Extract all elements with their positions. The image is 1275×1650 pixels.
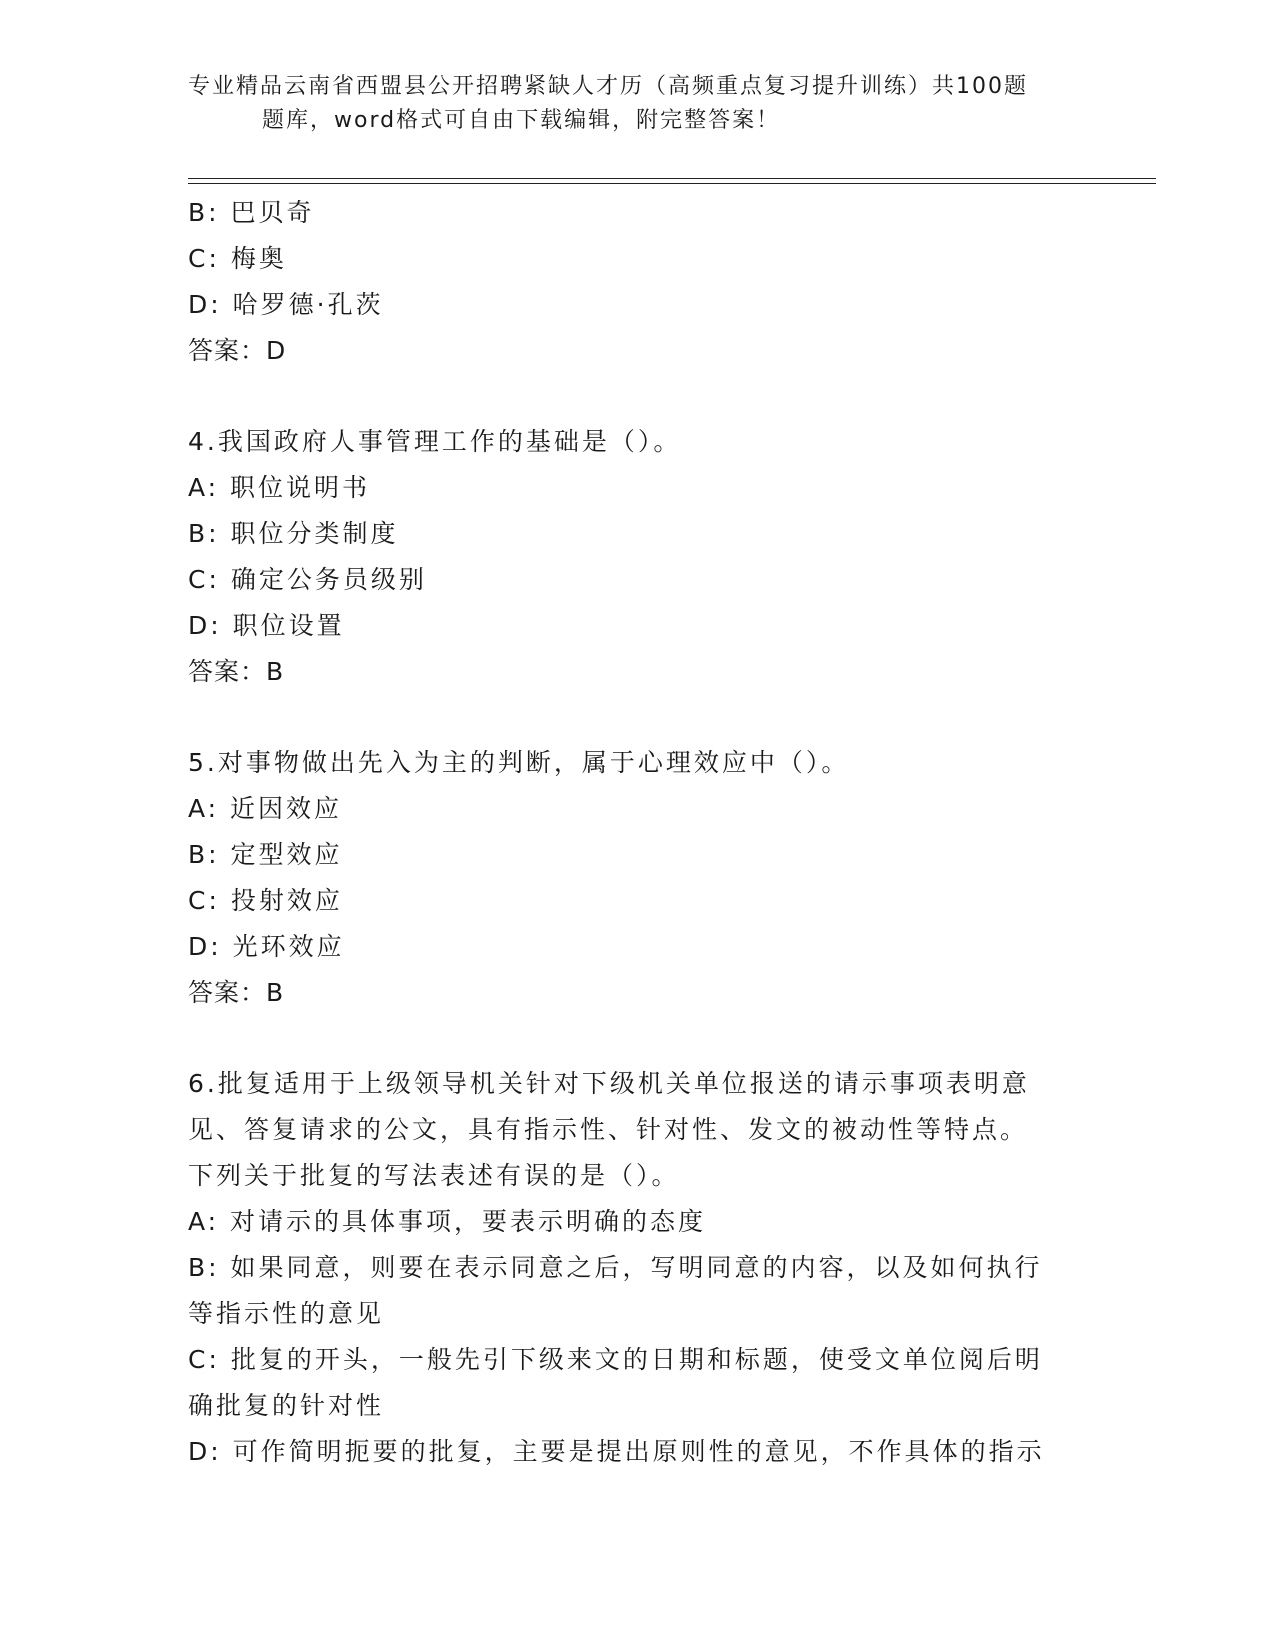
option-a: A: 近因效应 — [188, 794, 343, 823]
question-text: 4.我国政府人事管理工作的基础是（）。 — [188, 427, 682, 456]
question-4 — [188, 419, 1088, 695]
option-d: D: 可作简明扼要的批复，主要是提出原则性的意见，不作具体的指示 — [188, 1437, 1045, 1466]
question-text-line: 下列关于批复的写法表述有误的是（）。 — [188, 1161, 680, 1190]
option-d: D: 光环效应 — [188, 932, 345, 961]
spacer — [188, 695, 1088, 740]
option-b: B: 巴贝奇 — [188, 198, 315, 227]
option-d: D: 哈罗德·孔茨 — [188, 290, 384, 319]
option-c: C: 确定公务员级别 — [188, 565, 427, 594]
answer-line: 答案：D — [188, 336, 287, 365]
option-c: C: 梅奥 — [188, 244, 287, 273]
answer-line: 答案：B — [188, 657, 285, 686]
question-6 — [188, 1061, 1088, 1475]
answer-line: 答案：B — [188, 978, 285, 1007]
option-c: C: 投射效应 — [188, 886, 343, 915]
option-d: D: 职位设置 — [188, 611, 345, 640]
option-b: B: 如果同意，则要在表示同意之后，写明同意的内容，以及如何执行 — [188, 1253, 1043, 1282]
spacer — [188, 374, 1088, 419]
question-text-line: 6.批复适用于上级领导机关针对下级机关单位报送的请示事项表明意 — [188, 1069, 1030, 1098]
question-3-tail — [188, 190, 1088, 374]
question-list — [188, 190, 1088, 1475]
header-title-line-1: 专业精品云南省西盟县公开招聘紧缺人才历（高频重点复习提升训练）共100题 — [188, 74, 1028, 99]
option-b-continued: 等指示性的意见 — [188, 1299, 385, 1328]
header-title-line-2: 题库，word格式可自由下载编辑，附完整答案！ — [262, 108, 781, 133]
spacer — [188, 1016, 1088, 1061]
question-5 — [188, 740, 1088, 1016]
option-b: B: 定型效应 — [188, 840, 343, 869]
question-text-line: 见、答复请求的公文，具有指示性、针对性、发文的被动性等特点。 — [188, 1115, 1029, 1144]
header-rule-bottom — [188, 183, 1156, 184]
document-header — [188, 70, 1088, 138]
option-c: C: 批复的开头，一般先引下级来文的日期和标题，使受文单位阅后明 — [188, 1345, 1043, 1374]
header-rule-top — [188, 178, 1156, 179]
option-c-continued: 确批复的针对性 — [188, 1391, 385, 1420]
option-b: B: 职位分类制度 — [188, 519, 399, 548]
option-a: A: 对请示的具体事项，要表示明确的态度 — [188, 1207, 707, 1236]
option-a: A: 职位说明书 — [188, 473, 371, 502]
question-text: 5.对事物做出先入为主的判断，属于心理效应中（）。 — [188, 748, 850, 777]
